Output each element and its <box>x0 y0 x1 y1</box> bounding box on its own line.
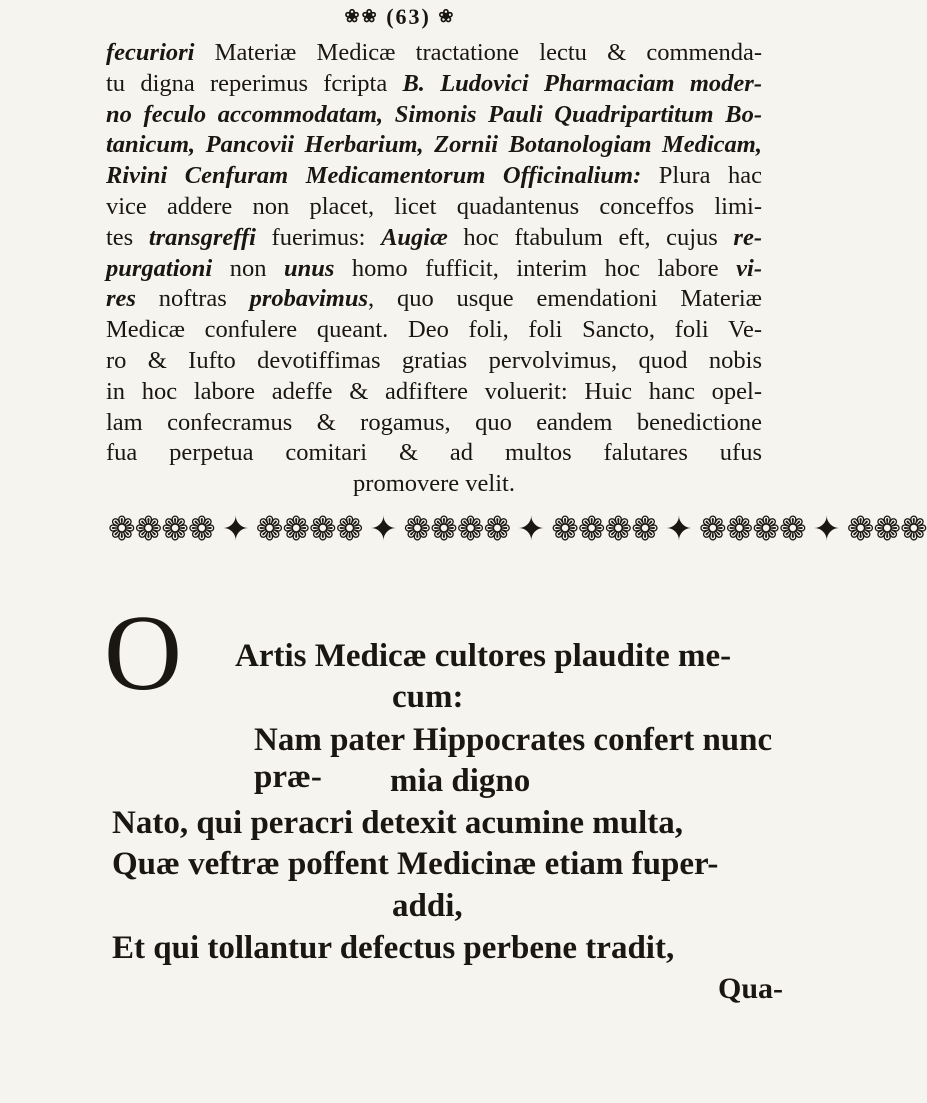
poem-line-7: addi, <box>392 888 463 924</box>
prose-line <box>106 130 762 161</box>
page-number: (63) <box>386 4 431 29</box>
italic-term: re- <box>733 223 762 251</box>
prose-text: fuerimus: <box>255 223 382 251</box>
prose-text: hoc ftabulum eft, cujus <box>447 223 734 251</box>
header-ornament-right: ❀ <box>438 6 456 26</box>
prose-text: lam confecramus & rogamus, quo eandem benedictione <box>106 408 762 436</box>
prose-line <box>106 377 762 408</box>
italic-term: Augiæ <box>381 223 448 251</box>
poem-drop-cap: O <box>104 594 182 713</box>
catchword: Qua- <box>718 972 784 1005</box>
poem-line-6: Quæ veftræ poffent Medicinæ etiam fuper- <box>112 846 719 882</box>
ornamental-divider: ❁❁❁❁ ✦ ❁❁❁❁ ✦ ❁❁❁❁ ✦ ❁❁❁❁ ✦ ❁❁❁❁ ✦ ❁❁❁ <box>108 512 927 548</box>
poem-line-8: Et qui tollantur defectus perbene tradit, <box>112 930 675 966</box>
prose-line <box>106 161 762 192</box>
prose-text: homo fufficit, interim hoc labore <box>334 254 737 282</box>
prose-text: tes <box>106 223 149 251</box>
prose-line <box>106 100 762 131</box>
prose-text: , quo usque emendationi Materiæ <box>368 285 762 313</box>
poem-line-5: Nato, qui peracri detexit acumine multa, <box>112 805 684 841</box>
italic-term: no feculo accommodatam, Simonis Pauli Quadripartitum Bo- <box>106 100 762 128</box>
prose-paragraph <box>106 38 762 500</box>
prose-text: ro & Iufto devotiffimas gratias pervolvimus, quod nobis <box>106 346 762 374</box>
page-header <box>0 4 800 30</box>
italic-term: tanicum, Pancovii Herbarium, Zornii Botanologiam Medicam, <box>106 131 762 159</box>
italic-term: unus <box>283 254 335 282</box>
italic-term: transgreffi <box>148 223 256 251</box>
prose-text: non <box>212 254 284 282</box>
italic-term: Rivini Cenfuram Medicamentorum Officinalium: <box>106 162 642 190</box>
prose-line <box>106 438 762 469</box>
prose-text: Plura hac <box>641 162 762 190</box>
prose-line <box>106 69 762 100</box>
prose-text: tu digna reperimus fcripta <box>106 69 403 97</box>
prose-text: fua perpetua comitari & ad multos falutares ufus <box>106 439 762 467</box>
prose-line <box>106 315 762 346</box>
italic-term: purgationi <box>106 254 213 282</box>
italic-term: vi- <box>736 254 763 282</box>
header-ornament-left: ❀❀ <box>344 6 379 26</box>
prose-line <box>106 223 762 254</box>
prose-line <box>106 346 762 377</box>
prose-text: Materiæ Medicæ tractatione lectu & commenda- <box>194 39 762 66</box>
poem-line-2: cum: <box>392 679 464 715</box>
prose-text: promovere velit. <box>353 470 515 498</box>
prose-line <box>106 284 762 315</box>
prose-text: vice addere non placet, licet quadantenus conceffos limi- <box>106 192 762 220</box>
prose-line <box>106 254 762 285</box>
italic-term: B. Ludovici Pharmaciam moder- <box>402 69 762 97</box>
prose-line <box>106 192 762 223</box>
prose-text: noftras <box>135 285 250 313</box>
prose-line <box>106 408 762 439</box>
poem-line-1: Artis Medicæ cultores plaudite me- <box>235 638 732 674</box>
prose-text: Medicæ confulere queant. Deo foli, foli Sancto, foli Ve- <box>106 316 762 344</box>
italic-term: fecuriori <box>106 39 195 66</box>
italic-term: probavimus <box>249 285 369 313</box>
prose-line <box>106 469 762 500</box>
prose-line <box>106 38 762 69</box>
prose-text: in hoc labore adeffe & adfiftere voluerit: Huic hanc opel- <box>106 377 762 405</box>
italic-term: res <box>106 285 136 313</box>
poem-line-3: Nam pater Hippocrates confert nunc præ- <box>254 722 773 795</box>
poem-line-4: mia digno <box>390 763 531 799</box>
